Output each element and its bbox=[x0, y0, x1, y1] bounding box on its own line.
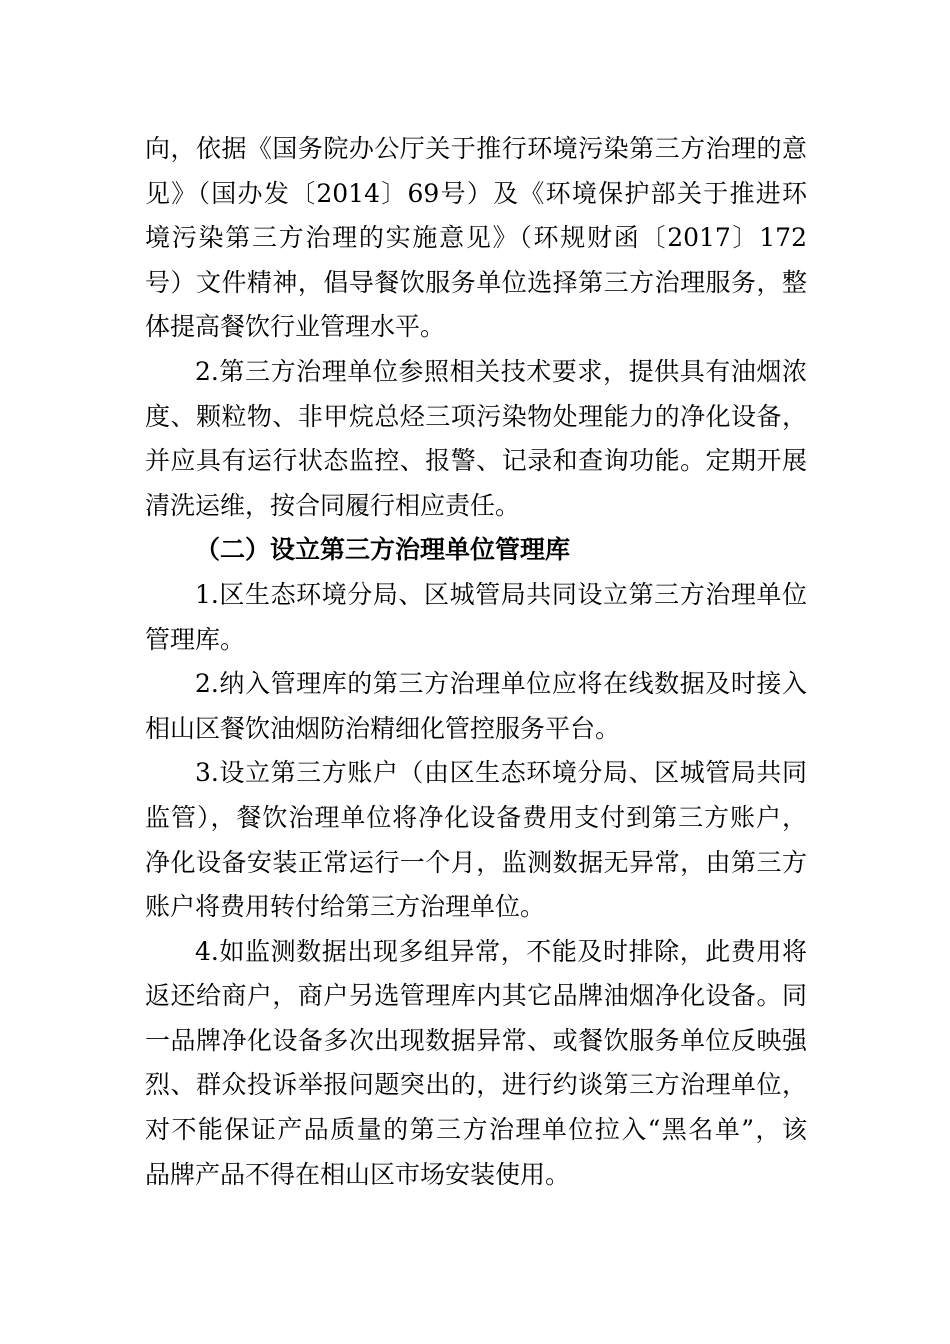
text-line: 一品牌净化设备多次出现数据异常、或餐饮服务单位反映强 bbox=[145, 1025, 807, 1055]
text-line: 并应具有运行状态监控、报警、记录和查询功能。定期开展 bbox=[145, 446, 807, 476]
text-line: 净化设备安装正常运行一个月，监测数据无异常，由第三方 bbox=[145, 847, 807, 877]
text-line: 4.如监测数据出现多组异常，不能及时排除，此费用将 bbox=[195, 936, 807, 966]
text-line: 监管），餐饮治理单位将净化设备费用支付到第三方账户， bbox=[145, 802, 807, 832]
text-line: 对不能保证产品质量的第三方治理单位拉入“黑名单”，该 bbox=[145, 1115, 807, 1145]
text-line: 管理库。 bbox=[145, 624, 246, 654]
text-line: 1.区生态环境分局、区城管局共同设立第三方治理单位 bbox=[195, 579, 807, 609]
text-line: 相山区餐饮油烟防治精细化管控服务平台。 bbox=[145, 713, 621, 743]
text-line: 品牌产品不得在相山区市场安装使用。 bbox=[145, 1159, 571, 1189]
text-line: 号）文件精神，倡导餐饮服务单位选择第三方治理服务，整 bbox=[145, 267, 807, 297]
text-line: 度、颗粒物、非甲烷总烃三项污染物处理能力的净化设备， bbox=[145, 401, 807, 431]
text-line: 清洗运维，按合同履行相应责任。 bbox=[145, 490, 521, 520]
text-line: 体提高餐饮行业管理水平。 bbox=[145, 312, 446, 342]
text-line: 返还给商户，商户另选管理库内其它品牌油烟净化设备。同 bbox=[145, 981, 807, 1011]
text-line: 2.纳入管理库的第三方治理单位应将在线数据及时接入 bbox=[195, 669, 807, 699]
text-line: 向，依据《国务院办公厅关于推行环境污染第三方治理的意 bbox=[145, 134, 807, 163]
text-line: 2.第三方治理单位参照相关技术要求，提供具有油烟浓 bbox=[195, 356, 807, 386]
text-line: 境污染第三方治理的实施意见》（环规财函〔2017〕172 bbox=[145, 223, 807, 253]
text-line: 账户将费用转付给第三方治理单位。 bbox=[145, 892, 546, 922]
document-body bbox=[145, 127, 807, 1197]
text-line: 3.设立第三方账户（由区生态环境分局、区城管局共同 bbox=[195, 758, 807, 788]
text-line: 见》（国办发〔2014〕69号）及《环境保护部关于推进环 bbox=[145, 178, 807, 208]
section-heading: （二）设立第三方治理单位管理库 bbox=[195, 535, 571, 565]
text-line: 烈、群众投诉举报问题突出的，进行约谈第三方治理单位， bbox=[145, 1070, 807, 1100]
